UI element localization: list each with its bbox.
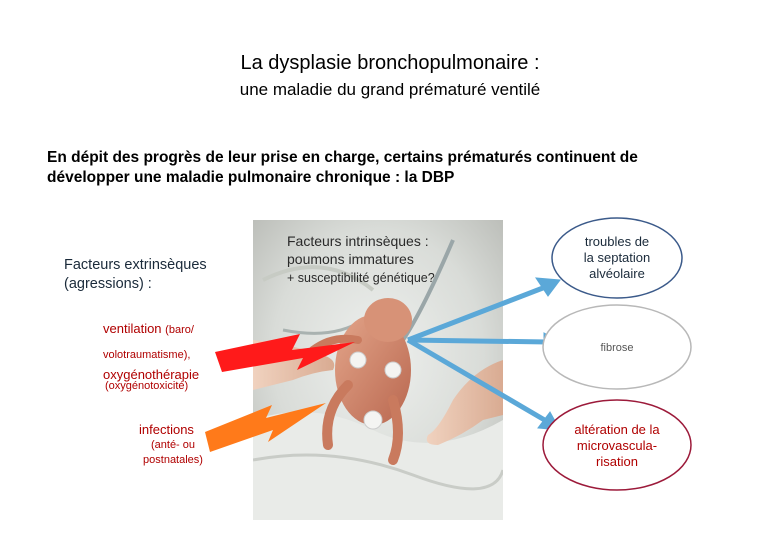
intrinsic-genetic: + susceptibilité génétique? (287, 271, 435, 285)
intrinsic-immature-lungs: poumons immatures (287, 251, 414, 267)
blue-arrow (408, 278, 562, 430)
intrinsic-factors-title: Facteurs intrinsèques : (287, 233, 429, 249)
orange-lightning-arrow (205, 403, 326, 452)
intro-line-1: En dépit des progrès de leur prise en charge, certains prématurés continuent de (47, 149, 638, 166)
page-title: La dysplasie bronchopulmonaire : (240, 52, 540, 74)
septation-text (557, 234, 677, 282)
ventilation-text: ventilation (103, 321, 162, 336)
extrinsic-line-1: Facteurs extrinsèques (64, 257, 207, 273)
microvasc-line-2: microvascula- (576, 438, 658, 453)
red-lightning-arrow (215, 334, 355, 372)
page-subtitle: une maladie du grand prématuré ventilé (239, 80, 541, 99)
infections-sub-label (138, 438, 208, 468)
oxygen-therapy-label: oxygénothérapie (103, 367, 200, 382)
infections-label: infections (139, 422, 194, 437)
baro-text: (baro/ (165, 324, 194, 336)
microvasc-text (555, 422, 679, 470)
microvasc-line-1: altération de la (574, 422, 660, 437)
infections-sub-2: postnatales) (143, 454, 203, 466)
septation-line-1: troubles de (584, 234, 650, 249)
oxygen-toxicity-label: (oxygénotoxicité) (105, 380, 189, 392)
microvasc-line-3: risation (596, 454, 638, 469)
ventilation-label (103, 321, 194, 336)
extrinsic-line-2: (agressions) : (64, 276, 152, 292)
septation-line-2: la septation (583, 250, 651, 265)
fibrose-text: fibrose (600, 342, 634, 354)
infections-sub-1: (anté- ou (150, 439, 196, 451)
volotrauma-label: volotraumatisme), (103, 349, 191, 361)
intro-line-2: développer une maladie pulmonaire chronique : la DBP (47, 169, 455, 186)
septation-line-3: alvéolaire (589, 266, 645, 281)
